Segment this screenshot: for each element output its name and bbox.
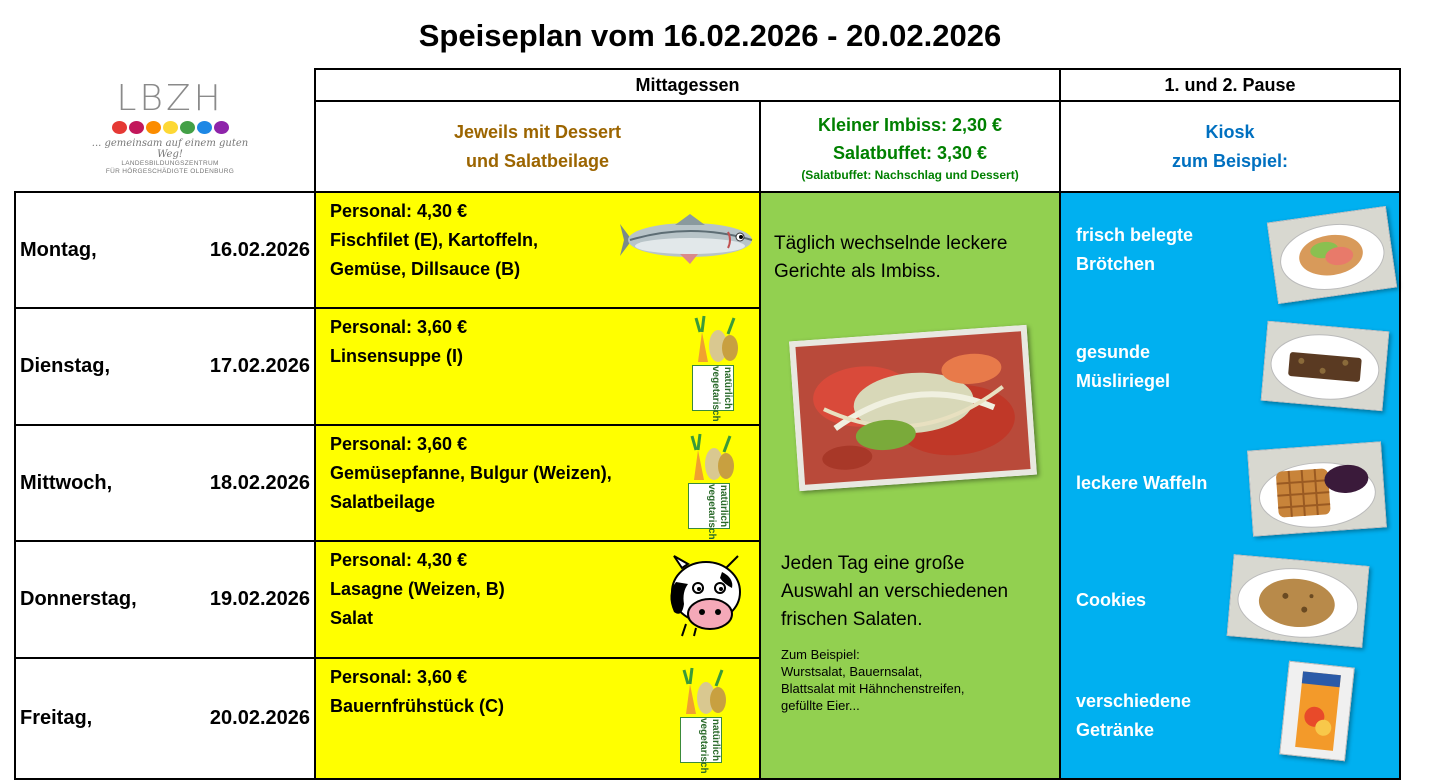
logo-letters: LBZH	[116, 78, 224, 119]
meal-price: Personal: 4,30 €	[330, 201, 468, 221]
cow-icon	[662, 552, 754, 638]
imbiss-text-2: Gerichte als Imbiss.	[774, 261, 941, 282]
header-dessert	[314, 100, 761, 193]
vegetarian-icon	[680, 664, 728, 774]
day-cell-tuesday	[14, 307, 316, 426]
day-date: 19.02.2026	[209, 588, 310, 610]
kiosk-label-1: verschiedene	[1076, 691, 1192, 711]
kiosk-item-waffeln	[1076, 469, 1207, 498]
day-cell-friday	[14, 657, 316, 780]
kiosk-label-2: Müsliriegel	[1076, 371, 1171, 391]
logo-slogan: ... gemeinsam auf einem guten Weg!	[91, 138, 249, 160]
day-date: 20.02.2026	[209, 707, 310, 729]
meal-price: Personal: 3,60 €	[330, 434, 468, 454]
header-mittagessen	[314, 68, 1061, 102]
header-kiosk-line1: Kiosk	[1205, 121, 1255, 142]
day-name: Montag,	[20, 238, 97, 261]
header-kiosk	[1059, 100, 1401, 193]
salad-photo	[789, 325, 1037, 491]
day-cell-monday	[14, 191, 316, 309]
meal-price: Personal: 3,60 €	[330, 667, 468, 687]
day-name: Donnerstag,	[20, 588, 137, 610]
header-pause-label: 1. und 2. Pause	[1164, 74, 1296, 95]
page-title: Speiseplan vom 16.02.2026 - 20.02.2026	[418, 18, 1002, 53]
logo-sub-2: FÜR HÖRGESCHÄDIGTE OLDENBURG	[105, 168, 235, 175]
meal-dish: Lasagne (Weizen, B) Salat	[330, 579, 505, 628]
meal-price: Personal: 4,30 €	[330, 550, 468, 570]
vegetarian-icon	[688, 430, 736, 540]
veg-label-1: natürlich	[718, 484, 729, 528]
day-name: Mittwoch,	[20, 471, 113, 494]
salat-example-1: Zum Beispiel:	[781, 647, 860, 662]
header-dessert-line2: und Salatbeilage	[465, 150, 610, 171]
waffle-photo	[1247, 441, 1387, 536]
lbzh-logo	[80, 78, 260, 188]
header-imbiss-price: Kleiner Imbiss: 2,30 €	[817, 114, 1003, 135]
salat-example-3: Blattsalat mit Hähnchenstreifen,	[781, 681, 965, 696]
salat-text-1: Jeden Tag eine große	[781, 553, 965, 574]
logo-sub-1: LANDESBILDUNGSZENTRUM	[121, 160, 219, 167]
salat-text-2: Auswahl an verschiedenen	[781, 581, 1009, 602]
veg-label-1: natürlich	[710, 718, 721, 762]
kiosk-label-1: leckere Waffeln	[1076, 473, 1208, 493]
header-dessert-line1: Jeweils mit Dessert	[453, 121, 622, 142]
salat-examples	[781, 646, 965, 714]
drink-photo	[1279, 661, 1354, 761]
meal-dish: Fischfilet (E), Kartoffeln, Gemüse, Dillsauce (B)	[330, 230, 539, 279]
kiosk-item-getraenke	[1076, 687, 1191, 745]
vegetarian-icon	[692, 312, 740, 422]
sandwich-photo	[1267, 206, 1397, 304]
day-name: Freitag,	[20, 707, 93, 729]
kiosk-item-cookies	[1076, 586, 1146, 615]
salat-text-3: frischen Salaten.	[781, 609, 923, 630]
logo-color-dots	[80, 121, 260, 134]
kiosk-label-1: Cookies	[1076, 590, 1147, 610]
kiosk-item-muesliriegel	[1076, 338, 1170, 396]
day-cell-wednesday	[14, 424, 316, 542]
kiosk-label-2: Getränke	[1076, 720, 1155, 740]
day-date: 17.02.2026	[209, 355, 310, 377]
header-imbiss	[759, 100, 1061, 193]
veg-label-2: vegetarisch	[706, 484, 717, 540]
kiosk-label-2: Brötchen	[1076, 254, 1156, 274]
meal-dish: Bauernfrühstück (C)	[330, 696, 505, 716]
day-name: Dienstag,	[20, 355, 111, 377]
kiosk-label-1: gesunde	[1076, 342, 1151, 362]
header-mittagessen-label: Mittagessen	[635, 74, 740, 95]
fish-icon	[620, 210, 760, 270]
imbiss-text	[774, 230, 1007, 286]
meal-dish: Linsensuppe (I)	[330, 346, 464, 366]
salat-example-2: Wurstsalat, Bauernsalat,	[781, 664, 923, 679]
day-date: 16.02.2026	[209, 238, 310, 261]
day-date: 18.02.2026	[209, 471, 310, 494]
muesli-bar-photo	[1261, 321, 1390, 411]
meal-dish: Gemüsepfanne, Bulgur (Weizen), Salatbeilage	[330, 463, 612, 512]
header-kiosk-line2: zum Beispiel:	[1171, 150, 1289, 171]
day-cell-thursday	[14, 540, 316, 659]
header-salat-note: (Salatbuffet: Nachschlag und Dessert)	[801, 167, 1019, 182]
salat-example-4: gefüllte Eier...	[781, 698, 860, 713]
meal-price: Personal: 3,60 €	[330, 317, 468, 337]
kiosk-item-broetchen	[1076, 221, 1193, 279]
veg-label-2: vegetarisch	[710, 366, 721, 422]
veg-label-2: vegetarisch	[698, 718, 709, 774]
kiosk-label-1: frisch belegte	[1076, 225, 1194, 245]
salat-text	[781, 550, 1008, 634]
header-pause	[1059, 68, 1401, 102]
veg-label-1: natürlich	[722, 366, 733, 410]
cookie-photo	[1227, 554, 1370, 648]
header-salat-price: Salatbuffet: 3,30 €	[832, 142, 988, 163]
imbiss-text-1: Täglich wechselnde leckere	[774, 233, 1008, 254]
